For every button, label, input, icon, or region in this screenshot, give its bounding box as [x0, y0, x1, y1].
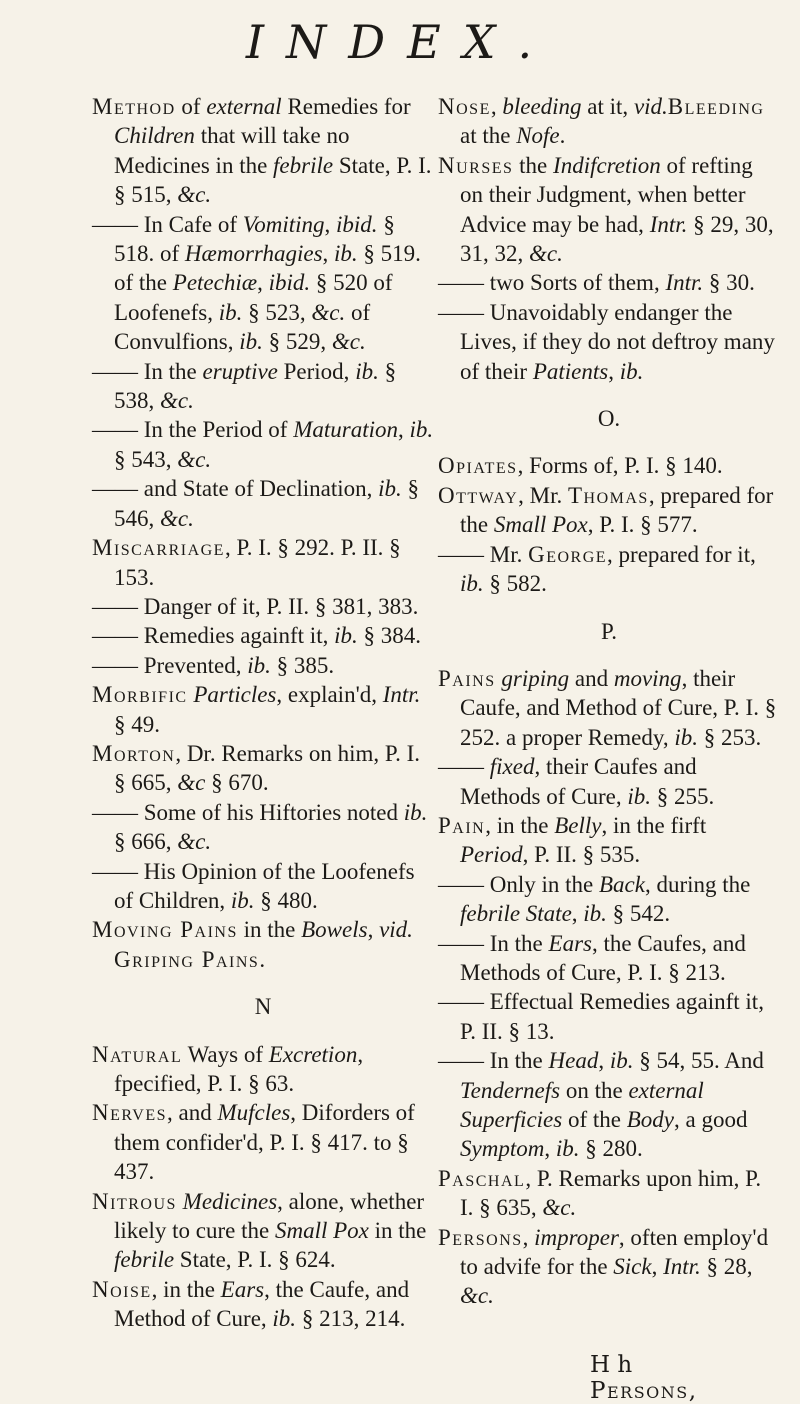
entry-italic-text: griping [501, 665, 570, 691]
entry-text: and [569, 665, 614, 691]
entry-text: , prepared for the [460, 482, 774, 538]
entry-text: , often employ'd to advife for the [460, 1224, 769, 1280]
index-entry [438, 987, 780, 1046]
entry-text: § 280. [579, 1136, 643, 1162]
entry-text: § 582. [483, 571, 547, 597]
entry-text: , [367, 917, 380, 943]
entry-italic-text: ib. [218, 299, 243, 325]
entry-italic-text: ibid. [336, 211, 378, 237]
entry-text: —— In the [438, 930, 549, 956]
entry-text: Period, [277, 358, 356, 384]
entry-text: —— [438, 754, 490, 780]
entry-text: , [608, 358, 620, 384]
entry-heading: Nerves [92, 1100, 168, 1126]
entry-heading: Method [92, 94, 176, 119]
entry-italic-text: Nofe [516, 123, 560, 149]
entry-text: § 542. [606, 901, 671, 927]
entry-italic-text: Petechiæ [172, 270, 258, 296]
left-column [92, 92, 434, 1334]
entry-italic-text: ib. [460, 571, 484, 597]
entry-italic-text: ib. [272, 1306, 297, 1332]
entry-text: —— Unavoidably endanger the Lives, if they do not deftroy many of their [438, 299, 775, 384]
entry-italic-text: Children [114, 123, 195, 149]
entry-text: , P. I. § 577. [587, 512, 698, 538]
index-entry [438, 540, 780, 599]
entry-text: , the Caufes, and Methods of Cure, P. I. § 213. [460, 930, 746, 985]
index-entry [92, 92, 434, 210]
entry-text: § 670. [205, 770, 269, 796]
entry-italic-text: fixed [489, 754, 535, 780]
entry-italic-text: Ears [220, 1276, 265, 1302]
entry-italic-text: ib. [609, 1048, 634, 1074]
index-entry [92, 533, 434, 592]
entry-italic-text: ib. [555, 1136, 580, 1162]
entry-italic-text: &c. [160, 505, 194, 531]
entry-italic-text: ib. [619, 358, 644, 384]
index-entry [92, 621, 434, 650]
index-entry [92, 857, 434, 916]
index-entry [92, 739, 434, 798]
entry-text: , prepared for it, [607, 541, 756, 567]
index-entry [92, 798, 434, 857]
entry-italic-text: ib. [247, 652, 271, 678]
index-entry [92, 357, 434, 416]
entry-heading: Persons [438, 1224, 523, 1250]
entry-text: of Convulfions, [114, 299, 371, 355]
entry-text: § 529, [262, 329, 332, 355]
right-column [438, 92, 780, 1311]
entry-heading: Paschal [438, 1165, 526, 1191]
entry-heading: Bleeding [667, 94, 765, 119]
entry-text: , during the [644, 871, 751, 897]
index-entry [92, 474, 434, 533]
entry-text: on the [560, 1077, 629, 1103]
entry-italic-text: Bowels [301, 917, 368, 943]
entry-text: § 54, 55. And [633, 1048, 764, 1074]
entry-text: § 385. [270, 652, 335, 678]
section-letter: N [254, 994, 272, 1020]
entry-heading: Opiates [438, 453, 518, 479]
entry-italic-text: &c. [177, 182, 212, 208]
entry-text: , the Caufe, and Method of Cure, [114, 1276, 410, 1332]
index-entry [92, 415, 434, 474]
index-entry [438, 752, 780, 811]
entry-text: —— Prevented, [92, 652, 248, 678]
entry-text: § 546, [114, 476, 420, 531]
entry-text: , P. II. § 535. [522, 842, 641, 868]
entry-italic-text: ib. [674, 724, 699, 750]
entry-text: § 543, [114, 446, 178, 472]
entry-text: at the [460, 123, 517, 149]
entry-text: , [257, 270, 269, 296]
entry-italic-text: Intr. [649, 211, 688, 237]
entry-text: , [324, 211, 337, 237]
index-entry [438, 298, 780, 386]
entry-text: § 213, 214. [296, 1306, 406, 1332]
entry-text: , [322, 241, 335, 267]
index-entry [438, 811, 780, 870]
entry-heading: Ottway [438, 482, 519, 508]
entry-italic-text: ib. [583, 901, 607, 927]
index-entry [92, 1040, 434, 1099]
entry-italic-text: Body [626, 1107, 674, 1132]
entry-text: , [651, 1254, 664, 1280]
entry-italic-text: Hæmorrhagies [184, 241, 323, 267]
entry-text: , in the firft [601, 812, 707, 838]
entry-italic-text: improper [534, 1224, 619, 1250]
entry-text: in the [368, 1218, 427, 1244]
entry-heading: Morbific [92, 682, 188, 708]
entry-heading: Griping Pains [114, 946, 260, 972]
entry-text: —— In Cafe of [92, 211, 243, 237]
entry-italic-text: ib. [239, 329, 263, 355]
entry-text: § 523, [242, 299, 312, 325]
index-entry [438, 664, 780, 752]
entry-italic-text: Medicines [182, 1188, 278, 1214]
index-entry [438, 92, 780, 151]
entry-heading: Pains [438, 665, 496, 691]
entry-text: , Mr. [518, 482, 568, 508]
index-entry [92, 680, 434, 739]
entry-heading: Nitrous [92, 1188, 177, 1214]
entry-text: —— Danger of it, P. II. § 381, 383. [92, 593, 419, 619]
catchword: Persons, [590, 1378, 698, 1404]
index-entry [438, 451, 780, 480]
entry-italic-text: Small Pox [493, 512, 588, 538]
entry-italic-text: bleeding [502, 94, 582, 119]
entry-text: , P. I. § 292. P. II. § 153. [114, 535, 401, 590]
entry-text: —— Remedies againft it, [92, 623, 335, 649]
entry-italic-text: ib. [409, 417, 434, 443]
entry-text: , their Caufe, and Method of Cure, P. I. § 252. a proper Remedy, [460, 665, 777, 750]
entry-italic-text: &c. [177, 829, 212, 855]
entry-italic-text: &c. [160, 388, 194, 414]
entry-text: of the [562, 1107, 627, 1132]
entry-italic-text: febrile [114, 1247, 175, 1273]
entry-text: § 480. [254, 887, 318, 913]
entry-heading: George [528, 541, 608, 567]
entry-italic-text: Intr. [382, 682, 421, 708]
entry-text: in the [237, 917, 302, 943]
section-letter: O. [597, 406, 621, 432]
entry-italic-text: Maturation [293, 417, 398, 443]
entry-text: , [398, 417, 410, 443]
entry-italic-text: Mufcles [217, 1100, 291, 1126]
entry-text: , [522, 1224, 535, 1250]
entry-text: § 666, [114, 829, 178, 855]
entry-text: , P. Remarks upon him, P. I. § 635, [460, 1165, 762, 1221]
entry-text: —— Only in the [438, 871, 599, 897]
index-entry [92, 651, 434, 680]
entry-text: , [490, 94, 503, 119]
entry-italic-text: ib. [627, 783, 652, 809]
entry-italic-text: Indifcretion [553, 152, 661, 178]
entry-heading: Nurses [438, 152, 514, 178]
entry-text: , in the [485, 812, 555, 838]
entry-italic-text: ib. [230, 887, 255, 913]
entry-text: § 255. [651, 783, 715, 809]
entry-italic-text: ib. [334, 241, 358, 267]
entry-text: , alone, whether likely to cure the [114, 1188, 425, 1244]
entry-text: Remedies for [281, 94, 411, 119]
entry-italic-text: eruptive [202, 358, 278, 384]
index-entry [438, 1164, 780, 1223]
entry-heading: Morton [92, 740, 176, 766]
entry-text: , [544, 1136, 556, 1162]
entry-italic-text: Symptom [460, 1136, 545, 1162]
entry-italic-text: febrile [273, 152, 334, 178]
entry-italic-text: external [206, 94, 282, 119]
entry-italic-text: Head [548, 1048, 599, 1074]
entry-text: State, P. I. § 624. [174, 1247, 336, 1273]
entry-italic-text: &c. [529, 241, 563, 267]
entry-text: State, P. I. § 515, [114, 152, 432, 208]
entry-text: Ways of [182, 1041, 269, 1067]
index-entry [438, 268, 780, 297]
entry-heading: Miscarriage [92, 535, 225, 561]
section-letter: P. [601, 618, 617, 644]
entry-italic-text: Vomiting [242, 211, 325, 237]
entry-italic-text: &c. [311, 299, 346, 325]
entry-text: the [513, 152, 554, 178]
entry-italic-text: moving [613, 665, 682, 691]
entry-italic-text: ib. [403, 799, 428, 825]
entry-text: , Forms of, P. I. § 140. [517, 453, 723, 479]
entry-italic-text: Intr. [665, 270, 704, 296]
index-entry [438, 929, 780, 988]
index-entry [438, 1046, 780, 1164]
entry-text: , Diforders of them confider'd, P. I. § 417. to § 437. [114, 1100, 415, 1185]
entry-text: —— Effectual Remedies againft it, P. II. § 13. [438, 989, 764, 1044]
entry-italic-text: vid. [379, 917, 413, 943]
entry-italic-text: &c. [460, 1283, 494, 1309]
entry-text: , a good [673, 1107, 748, 1132]
entry-text: , in the [151, 1276, 221, 1302]
index-entry [438, 1223, 780, 1311]
entry-text: § 520 of Loofenefs, [114, 270, 393, 325]
entry-text: § 28, [700, 1254, 753, 1280]
entry-text: —— In the Period of [92, 417, 294, 443]
entry-italic-text: Patients [532, 358, 609, 384]
entry-text: —— In the [92, 358, 203, 384]
entry-italic-text: Period [460, 842, 523, 868]
index-entry [92, 1275, 434, 1334]
entry-text: , [571, 901, 584, 927]
entry-text: , explain'd, [276, 682, 383, 708]
index-entry [438, 870, 780, 929]
entry-italic-text: &c [177, 770, 206, 796]
entry-text: , and [167, 1100, 218, 1126]
entry-italic-text: ib. [334, 623, 358, 649]
entry-heading: Pain [438, 812, 486, 838]
index-entry [92, 1187, 434, 1275]
entry-text: of [175, 94, 207, 119]
entry-heading: Noise [92, 1276, 152, 1302]
entry-heading: Thomas [567, 482, 649, 508]
entry-italic-text: ibid. [268, 270, 311, 296]
index-entry [438, 151, 780, 269]
entry-italic-text: vid. [633, 94, 668, 119]
entry-italic-text: &c. [331, 329, 366, 355]
entry-text: . [259, 946, 266, 972]
entry-text: § 384. [357, 623, 421, 649]
index-entry [92, 210, 434, 357]
entry-text: § 30. [703, 270, 755, 296]
entry-italic-text: Sick [613, 1254, 652, 1280]
entry-italic-text: Belly [554, 812, 602, 838]
entry-italic-text: Small Pox [274, 1218, 369, 1244]
entry-italic-text: Back [599, 871, 645, 897]
entry-text: of refting on their Judgment, when better Advice may be had, [460, 152, 753, 237]
entry-heading: Natural [92, 1041, 183, 1067]
entry-italic-text: Tendernefs [460, 1077, 561, 1103]
index-entry [92, 1098, 434, 1186]
entry-text: , [598, 1048, 610, 1074]
entry-text: —— two Sorts of them, [438, 270, 666, 296]
entry-italic-text: ib. [355, 358, 379, 384]
index-entry [92, 915, 434, 974]
entry-text: § 49. [114, 711, 160, 737]
entry-italic-text: Ears [548, 930, 592, 956]
signature-mark: H h [590, 1352, 633, 1378]
entry-heading: Nose [438, 94, 491, 119]
entry-text: . [559, 123, 566, 149]
entry-text: , their Caufes and Methods of Cure, [460, 754, 697, 809]
entry-italic-text: external Superficies [460, 1077, 704, 1132]
page-footer [590, 1352, 800, 1404]
entry-italic-text: Intr. [663, 1254, 701, 1280]
index-entry [92, 592, 434, 621]
entry-text: —— and State of Declination, [92, 476, 379, 502]
entry-text: —— His Opinion of the Loofenefs of Children, [92, 858, 415, 913]
entry-text: that will take no Medicines in the [114, 123, 350, 178]
entry-text: § 29, 30, 31, 32, [460, 211, 774, 267]
entry-text: , Dr. Remarks on him, P. I. § 665, [114, 740, 421, 796]
entry-text: § 519. of the [114, 241, 421, 296]
entry-italic-text: Excretion [268, 1041, 358, 1067]
entry-text: —— Mr. [438, 541, 529, 567]
entry-text: , fpecified, P. I. § 63. [114, 1041, 364, 1096]
entry-text: § 538, [114, 358, 397, 414]
entry-text: § 518. of [114, 211, 395, 267]
entry-italic-text: Particles [193, 682, 277, 708]
entry-text: —— Some of his Hiftories noted [92, 799, 404, 825]
entry-heading: Moving Pains [92, 917, 238, 943]
page-header: INDEX. [245, 15, 555, 69]
entry-italic-text: febrile State [460, 901, 572, 927]
entry-italic-text: &c. [542, 1195, 577, 1221]
entry-text: at it, [581, 94, 634, 119]
entry-italic-text: ib. [378, 476, 402, 502]
entry-italic-text: &c. [177, 446, 212, 472]
index-entry [438, 481, 780, 540]
entry-text: § 253. [698, 724, 762, 750]
entry-text: —— In the [438, 1048, 549, 1074]
